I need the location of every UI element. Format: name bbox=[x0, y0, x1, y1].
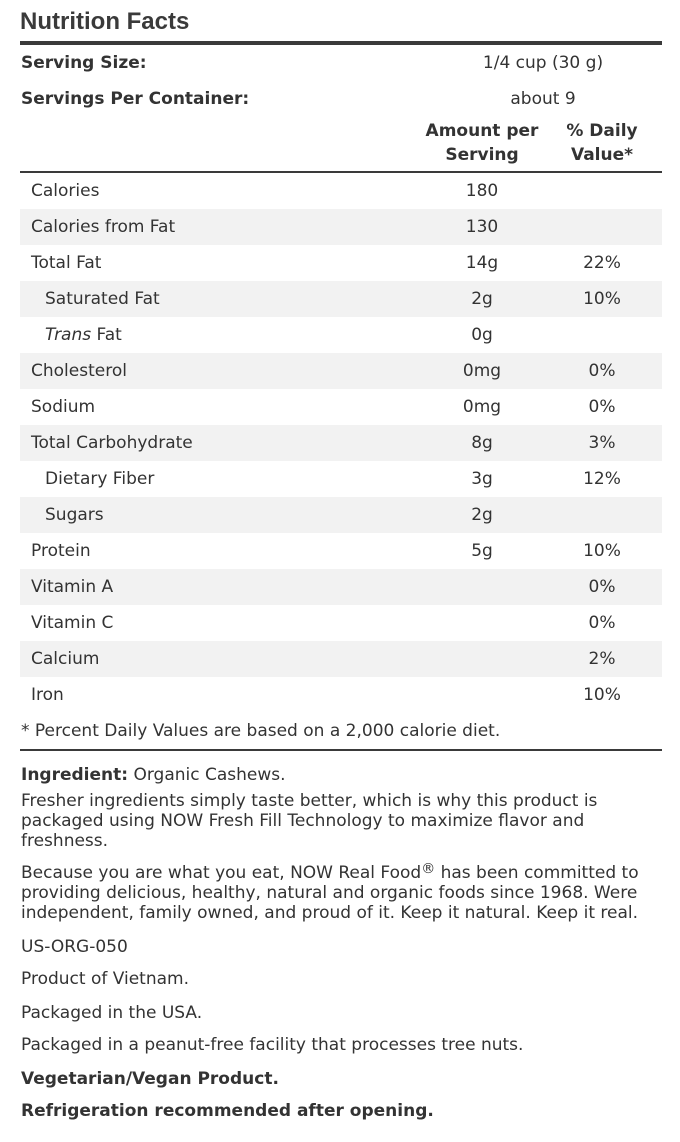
nutrient-name: Calories from Fat bbox=[31, 217, 176, 237]
nutrient-amount: 130 bbox=[465, 217, 499, 237]
nutrition-panel bbox=[20, 0, 662, 1121]
nutrient-name: Calories bbox=[31, 181, 100, 201]
nutrient-name: Sodium bbox=[31, 397, 96, 417]
table-row bbox=[20, 677, 662, 713]
nutrient-name: Dietary Fiber bbox=[45, 469, 155, 489]
serving-size-label: Serving Size: bbox=[21, 53, 147, 73]
packaged-location: Packaged in the USA. bbox=[21, 1003, 203, 1023]
amount-header-line2: Serving bbox=[445, 145, 519, 165]
dv-header-line1: % Daily bbox=[566, 121, 638, 141]
ingredient-statement bbox=[20, 765, 662, 785]
brand-paragraph bbox=[20, 863, 662, 923]
nutrient-daily-value: 0% bbox=[588, 577, 616, 597]
table-row bbox=[20, 209, 662, 245]
nutrient-daily-value: 0% bbox=[588, 397, 616, 417]
footnote-divider bbox=[20, 749, 662, 751]
nutrient-daily-value: 0% bbox=[588, 613, 616, 633]
nutrient-amount: 2g bbox=[471, 289, 493, 309]
table-row bbox=[20, 461, 662, 497]
nutrient-amount: 5g bbox=[471, 541, 493, 561]
dv-header-line2: Value* bbox=[570, 145, 634, 165]
trans-rest: Fat bbox=[91, 325, 122, 345]
table-row bbox=[20, 425, 662, 461]
table-row bbox=[20, 281, 662, 317]
nutrient-daily-value: 10% bbox=[583, 685, 621, 705]
table-header bbox=[20, 117, 662, 171]
nutrient-name: Vitamin C bbox=[31, 613, 114, 633]
table-row bbox=[20, 389, 662, 425]
ingredient-text: Organic Cashews. bbox=[128, 765, 286, 785]
serving-size-row bbox=[20, 45, 662, 81]
nutrient-name: Calcium bbox=[31, 649, 100, 669]
nutrient-name: Saturated Fat bbox=[45, 289, 160, 309]
registered-mark: ® bbox=[421, 861, 436, 877]
amount-header-line1: Amount per bbox=[425, 121, 539, 141]
nutrient-amount: 8g bbox=[471, 433, 493, 453]
amount-column-header bbox=[422, 119, 542, 167]
nutrient-amount: 14g bbox=[465, 253, 499, 273]
certification-code: US-ORG-050 bbox=[21, 937, 128, 957]
servings-per-container-value: about 9 bbox=[510, 89, 576, 109]
nutrient-amount: 0mg bbox=[462, 397, 502, 417]
table-row bbox=[20, 497, 662, 533]
table-row bbox=[20, 173, 662, 209]
nutrient-amount: 3g bbox=[471, 469, 493, 489]
serving-size-value: 1/4 cup (30 g) bbox=[482, 53, 604, 73]
table-row bbox=[20, 641, 662, 677]
nutrient-daily-value: 22% bbox=[583, 253, 621, 273]
trans-italic: Trans bbox=[45, 325, 92, 345]
nutrient-daily-value: 2% bbox=[588, 649, 616, 669]
nutrient-daily-value: 3% bbox=[588, 433, 616, 453]
table-row bbox=[20, 353, 662, 389]
brand-text-after: has been committed to providing delicious, healthy, natural and organic foods since 1968. Were independent, family owned, and proud of it. Keep it natural. Keep it real. bbox=[21, 863, 639, 923]
nutrient-daily-value: 0% bbox=[588, 361, 616, 381]
table-row bbox=[20, 533, 662, 569]
brand-text-before: Because you are what you eat, NOW Real Food bbox=[21, 863, 422, 883]
vegetarian-note: Vegetarian/Vegan Product. bbox=[21, 1069, 279, 1089]
nutrient-daily-value: 10% bbox=[583, 541, 621, 561]
nutrient-amount: 0mg bbox=[462, 361, 502, 381]
nutrient-amount: 2g bbox=[471, 505, 493, 525]
nutrient-name: Total Fat bbox=[31, 253, 102, 273]
table-row bbox=[20, 317, 662, 353]
daily-value-footnote: * Percent Daily Values are based on a 2,000 calorie diet. bbox=[21, 721, 501, 741]
ingredient-label: Ingredient: bbox=[21, 765, 129, 785]
nutrient-amount: 0g bbox=[471, 325, 493, 345]
table-row bbox=[20, 569, 662, 605]
refrigeration-note: Refrigeration recommended after opening. bbox=[21, 1101, 434, 1121]
nutrient-name: Vitamin A bbox=[31, 577, 114, 597]
nutrient-name: Sugars bbox=[45, 505, 104, 525]
servings-per-container-row bbox=[20, 81, 662, 117]
table-row bbox=[20, 605, 662, 641]
page-title: Nutrition Facts bbox=[20, 8, 190, 35]
freshness-paragraph: Fresher ingredients simply taste better, which is why this product is packaged using NOW Fresh Fill Technology to maximize flavor and freshness. bbox=[21, 791, 598, 851]
nutrient-name bbox=[45, 325, 122, 345]
nutrient-name: Total Carbohydrate bbox=[31, 433, 193, 453]
nutrient-amount: 180 bbox=[465, 181, 499, 201]
nutrient-name: Cholesterol bbox=[31, 361, 127, 381]
daily-value-column-header bbox=[542, 119, 662, 167]
servings-per-container-label: Servings Per Container: bbox=[21, 89, 250, 109]
nutrient-name: Iron bbox=[31, 685, 64, 705]
nutrient-daily-value: 10% bbox=[583, 289, 621, 309]
country-of-origin: Product of Vietnam. bbox=[21, 969, 189, 989]
allergen-facility-note: Packaged in a peanut-free facility that processes tree nuts. bbox=[21, 1035, 524, 1055]
nutrient-daily-value: 12% bbox=[583, 469, 621, 489]
table-row bbox=[20, 245, 662, 281]
nutrient-table bbox=[20, 173, 662, 713]
nutrient-name: Protein bbox=[31, 541, 91, 561]
